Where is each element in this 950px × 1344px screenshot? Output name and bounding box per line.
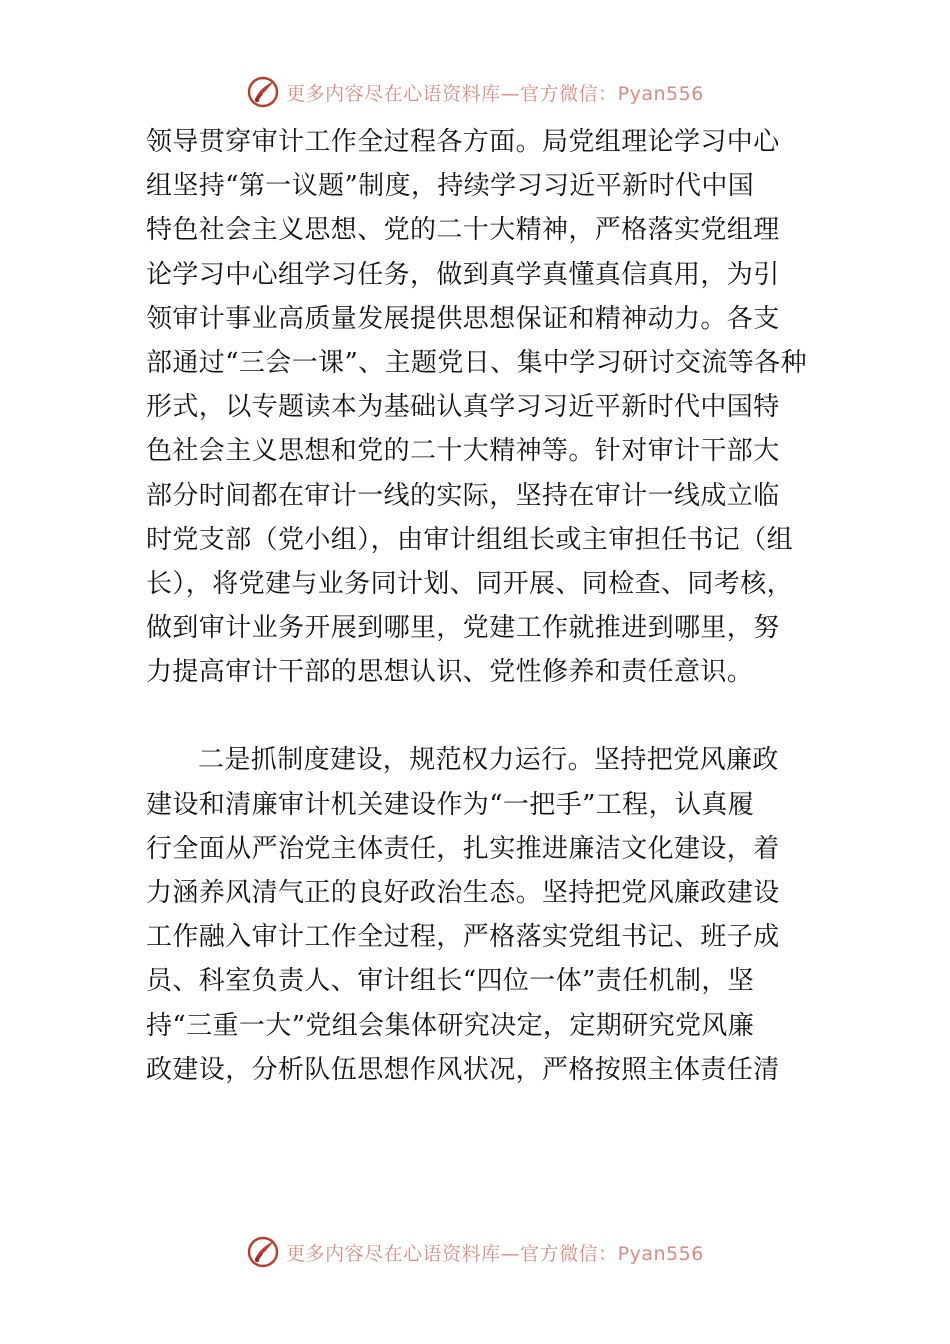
paragraph-line: 做到审计业务开展到哪里，党建工作就推进到哪里，努 (146, 613, 780, 644)
paragraph-line: 工作融入审计工作全过程，严格落实党组书记、班子成 (146, 922, 780, 953)
paragraph-2 (146, 738, 826, 1092)
paragraph-line: 员、科室负责人、审计组长“四位一体”责任机制，坚 (146, 966, 755, 997)
quill-seal-icon (246, 1235, 280, 1269)
document-body (146, 120, 826, 1092)
paragraph-line: 部通过“三会一课”、主题党日、集中学习研讨交流等各种 (146, 347, 807, 378)
paragraph-line: 行全面从严治党主体责任，扎实推进廉洁文化建设，着 (146, 833, 780, 864)
paragraph-line: 时党支部（党小组），由审计组组长或主审担任书记（组 (146, 524, 794, 555)
header-watermark-text: 更多内容尽在心语资料库—官方微信：Pyan556 (286, 82, 704, 105)
quill-seal-icon (246, 75, 280, 109)
paragraph-line: 长），将党建与业务同计划、同开展、同检查、同考核， (146, 568, 794, 599)
paragraph-line: 力涵养风清气正的良好政治生态。坚持把党风廉政建设 (146, 878, 780, 908)
paragraph-line: 形式，以专题读本为基础认真学习习近平新时代中国特 (146, 392, 780, 423)
header-watermark-banner (0, 72, 950, 112)
paragraph-line: 政建设，分析队伍思想作风状况，严格按照主体责任清 (146, 1054, 780, 1085)
paragraph-line: 色社会主义思想和党的二十大精神等。针对审计干部大 (146, 436, 780, 467)
paragraph-line: 建设和清廉审计机关建设作为“一把手”工程，认真履 (146, 789, 755, 820)
paragraph-line: 二是抓制度建设，规范权力运行。坚持把党风廉政 (198, 745, 779, 776)
paragraph-spacer (146, 694, 826, 738)
paragraph-line: 力提高审计干部的思想认识、党性修养和责任意识。 (146, 657, 754, 688)
paragraph-line: 持“三重一大”党组会集体研究决定，定期研究党风廉 (146, 1010, 755, 1041)
paragraph-line: 特色社会主义思想、党的二十大精神，严格落实党组理 (146, 215, 780, 246)
paragraph-line: 组坚持“第一议题”制度，持续学习习近平新时代中国 (146, 171, 755, 202)
paragraph-line: 领导贯穿审计工作全过程各方面。局党组理论学习中心 (146, 127, 780, 157)
footer-watermark-text: 更多内容尽在心语资料库—官方微信：Pyan556 (286, 1242, 704, 1265)
paragraph-line: 论学习中心组学习任务，做到真学真懂真信真用，为引 (146, 259, 780, 290)
footer-watermark-banner (0, 1232, 950, 1272)
paragraph-line: 领审计事业高质量发展提供思想保证和精神动力。各支 (146, 303, 780, 334)
paragraph-line: 部分时间都在审计一线的实际，坚持在审计一线成立临 (146, 480, 780, 511)
paragraph-1 (146, 120, 826, 694)
